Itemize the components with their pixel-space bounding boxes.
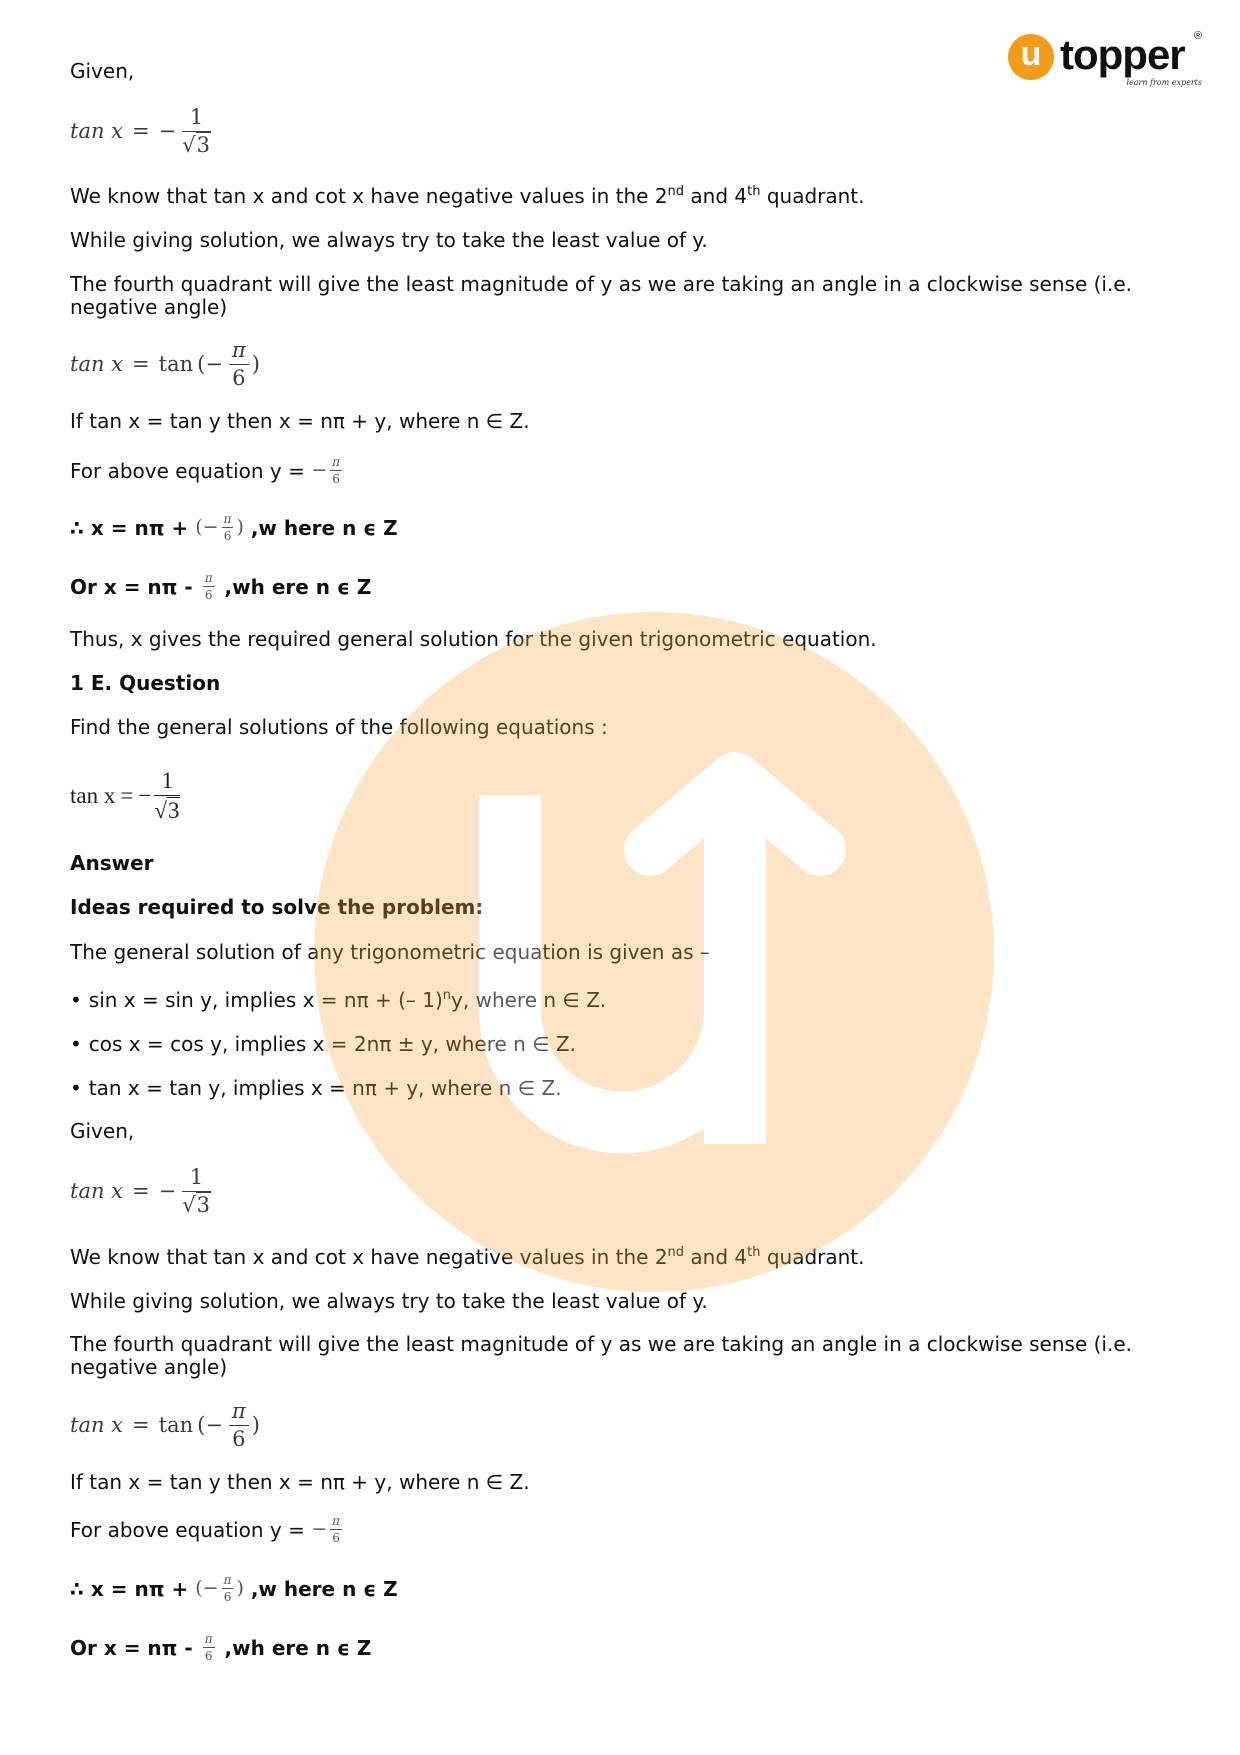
or-line bbox=[70, 1633, 371, 1662]
bullet-cos-rule bbox=[70, 1032, 576, 1056]
tan-equation bbox=[70, 1401, 260, 1450]
tan-rule: If tan x = tan y then x = nπ + y, where n ∈ Z. bbox=[70, 1470, 530, 1494]
close-paren: ) bbox=[236, 516, 244, 538]
radicand: 3 bbox=[196, 133, 210, 157]
question-heading: 1 E. Question bbox=[70, 671, 221, 695]
or-text: ,wh ere n ϵ Z bbox=[217, 574, 372, 599]
y-value-line bbox=[70, 1515, 345, 1544]
fraction-numerator: 1 bbox=[154, 769, 180, 796]
therefore-text: ,w here n ϵ Z bbox=[243, 1576, 398, 1601]
fraction-numerator: π bbox=[223, 1573, 232, 1587]
bullet-icon: • bbox=[70, 1076, 82, 1100]
inline-formula bbox=[195, 513, 244, 542]
fraction-numerator: π bbox=[223, 512, 232, 526]
fourth-quadrant-note: The fourth quadrant will give the least magnitude of y as we are taking an angle in a clockwise sense (i.e. negative angle) bbox=[70, 272, 1132, 319]
fraction-numerator: π bbox=[204, 571, 213, 585]
exponent: n bbox=[442, 988, 452, 1003]
therefore-line bbox=[70, 513, 398, 542]
quadrant-fact-text: We know that tan x and cot x have negative values in the 2 bbox=[70, 1245, 668, 1269]
fraction-denominator bbox=[154, 796, 180, 822]
question-prompt: Find the general solutions of the following equations : bbox=[70, 715, 608, 739]
given-label: Given, bbox=[70, 59, 135, 83]
y-value-formula bbox=[311, 456, 345, 485]
fraction-numerator: π bbox=[229, 1401, 249, 1426]
fraction-denominator: 6 bbox=[332, 472, 340, 486]
equation-lhs: tan x bbox=[70, 119, 124, 143]
minus-sign: − bbox=[311, 1518, 328, 1540]
fraction bbox=[222, 513, 234, 542]
fraction-denominator: 6 bbox=[223, 1590, 232, 1604]
radical-sign: √ bbox=[182, 133, 196, 157]
open-paren: ( bbox=[195, 516, 203, 538]
fraction-denominator: 6 bbox=[204, 1649, 213, 1663]
fraction-denominator bbox=[182, 1192, 211, 1216]
fraction bbox=[203, 1633, 215, 1662]
minus-sign: − bbox=[202, 1577, 219, 1599]
given-equation bbox=[70, 107, 214, 156]
open-paren: ( bbox=[195, 1577, 203, 1599]
fraction-numerator: π bbox=[332, 455, 341, 469]
answer-heading: Answer bbox=[70, 851, 154, 875]
fraction-denominator: 6 bbox=[332, 1531, 340, 1545]
y-value-text: For above equation y = bbox=[70, 458, 312, 483]
given-equation bbox=[70, 1167, 214, 1216]
fraction bbox=[330, 456, 342, 485]
y-value-text: For above equation y = bbox=[70, 1517, 312, 1542]
rule-text: y, where n ∈ Z. bbox=[451, 988, 607, 1012]
logo-wordmark: topper bbox=[1060, 31, 1185, 78]
minus-sign: − bbox=[205, 1413, 223, 1437]
quadrant-fact-text: and 4 bbox=[684, 184, 748, 208]
conclusion: Thus, x gives the required general solution for the given trigonometric equation. bbox=[70, 627, 877, 651]
least-value-note: While giving solution, we always try to take the least value of y. bbox=[70, 1289, 708, 1313]
fraction-numerator: 1 bbox=[182, 1167, 211, 1192]
logo-badge-icon: u bbox=[1008, 34, 1054, 80]
equals-sign: = bbox=[132, 119, 150, 143]
minus-sign: − bbox=[311, 459, 328, 481]
close-paren: ) bbox=[251, 352, 260, 376]
general-solution-intro: The general solution of any trigonometric equation is given as – bbox=[70, 940, 710, 964]
fraction-numerator: 1 bbox=[182, 107, 211, 132]
given-label: Given, bbox=[70, 1119, 135, 1143]
least-value-note: While giving solution, we always try to take the least value of y. bbox=[70, 228, 708, 252]
therefore-text: ,w here n ϵ Z bbox=[243, 515, 398, 540]
question-equation bbox=[70, 769, 183, 822]
minus-sign: − bbox=[158, 119, 177, 143]
quadrant-fact-text: and 4 bbox=[684, 1245, 748, 1269]
equation-lhs: tan x bbox=[70, 1413, 124, 1437]
equals-sign: = bbox=[132, 1413, 150, 1437]
fraction bbox=[229, 1401, 249, 1450]
radical-sign: √ bbox=[182, 1193, 196, 1217]
equals-sign: = bbox=[120, 783, 134, 808]
open-paren: ( bbox=[197, 352, 206, 376]
fraction-denominator: 6 bbox=[232, 366, 246, 390]
inline-formula bbox=[195, 1574, 244, 1603]
rule-text: tan x = tan y, implies x = nπ + y, where n ∈ Z. bbox=[88, 1076, 562, 1100]
inline-formula bbox=[200, 1633, 218, 1662]
bullet-sin-rule bbox=[70, 988, 606, 1012]
fraction-denominator bbox=[182, 132, 211, 156]
radicand: 3 bbox=[196, 1193, 210, 1217]
fraction bbox=[182, 107, 211, 156]
function-name: tan bbox=[158, 352, 194, 376]
fraction-numerator: π bbox=[332, 1514, 341, 1528]
fraction-denominator: 6 bbox=[223, 529, 232, 543]
fraction-numerator: π bbox=[229, 340, 249, 365]
minus-sign: − bbox=[158, 1179, 177, 1203]
therefore-text: ∴ x = nπ + bbox=[70, 1576, 196, 1601]
ordinal-suffix: th bbox=[747, 184, 761, 199]
equals-sign: = bbox=[132, 352, 150, 376]
therefore-line bbox=[70, 1574, 398, 1603]
inline-formula bbox=[200, 572, 218, 601]
fraction bbox=[154, 769, 180, 822]
close-paren: ) bbox=[236, 1577, 244, 1599]
equation-lhs: tan x bbox=[70, 1179, 124, 1203]
fraction-numerator: π bbox=[204, 1632, 213, 1646]
radicand: 3 bbox=[167, 798, 180, 823]
fraction bbox=[182, 1167, 211, 1216]
radical-sign: √ bbox=[154, 798, 167, 823]
equation-lhs: tan x bbox=[70, 352, 124, 376]
tan-rule: If tan x = tan y then x = nπ + y, where n ∈ Z. bbox=[70, 409, 530, 433]
quadrant-fact-text: quadrant. bbox=[760, 1245, 865, 1269]
watermark-arrow-head-icon bbox=[650, 778, 820, 850]
therefore-text: ∴ x = nπ + bbox=[70, 515, 196, 540]
function-name: tan bbox=[158, 1413, 194, 1437]
minus-sign: − bbox=[138, 783, 152, 808]
or-text: ,wh ere n ϵ Z bbox=[217, 1635, 372, 1660]
tan-equation bbox=[70, 340, 260, 389]
quadrant-fact-text: We know that tan x and cot x have negative values in the 2 bbox=[70, 184, 668, 208]
bullet-tan-rule bbox=[70, 1076, 562, 1100]
bullet-icon: • bbox=[70, 1032, 82, 1056]
close-paren: ) bbox=[251, 1413, 260, 1437]
rule-text: cos x = cos y, implies x = 2nπ ± y, where n ∈ Z. bbox=[88, 1032, 577, 1056]
bullet-icon: • bbox=[70, 988, 82, 1012]
y-value-formula bbox=[311, 1515, 345, 1544]
ordinal-suffix: nd bbox=[667, 1245, 685, 1260]
or-text: Or x = nπ - bbox=[70, 1635, 200, 1660]
rule-text: sin x = sin y, implies x = nπ + (– 1) bbox=[88, 988, 443, 1012]
fraction-denominator: 6 bbox=[232, 1427, 246, 1451]
minus-sign: − bbox=[202, 516, 219, 538]
ideas-heading: Ideas required to solve the problem: bbox=[70, 895, 484, 919]
quadrant-fact-text: quadrant. bbox=[760, 184, 865, 208]
ordinal-suffix: th bbox=[747, 1245, 761, 1260]
fraction bbox=[330, 1515, 342, 1544]
open-paren: ( bbox=[197, 1413, 206, 1437]
equals-sign: = bbox=[132, 1179, 150, 1203]
y-value-line bbox=[70, 456, 345, 485]
fourth-quadrant-note: The fourth quadrant will give the least magnitude of y as we are taking an angle in a clockwise sense (i.e. negative angle) bbox=[70, 1332, 1132, 1379]
equation-lhs: tan x bbox=[70, 783, 116, 808]
or-line bbox=[70, 572, 371, 601]
logo-tagline: learn from experts bbox=[1126, 78, 1202, 87]
fraction bbox=[222, 1574, 234, 1603]
topper-logo bbox=[1008, 30, 1208, 92]
fraction bbox=[203, 572, 215, 601]
quadrant-fact bbox=[70, 1245, 865, 1269]
ordinal-suffix: nd bbox=[667, 184, 685, 199]
fraction bbox=[229, 340, 249, 389]
quadrant-fact bbox=[70, 184, 865, 208]
fraction-denominator: 6 bbox=[204, 588, 213, 602]
registered-mark: ® bbox=[1194, 30, 1203, 42]
or-text: Or x = nπ - bbox=[70, 574, 200, 599]
minus-sign: − bbox=[205, 352, 223, 376]
